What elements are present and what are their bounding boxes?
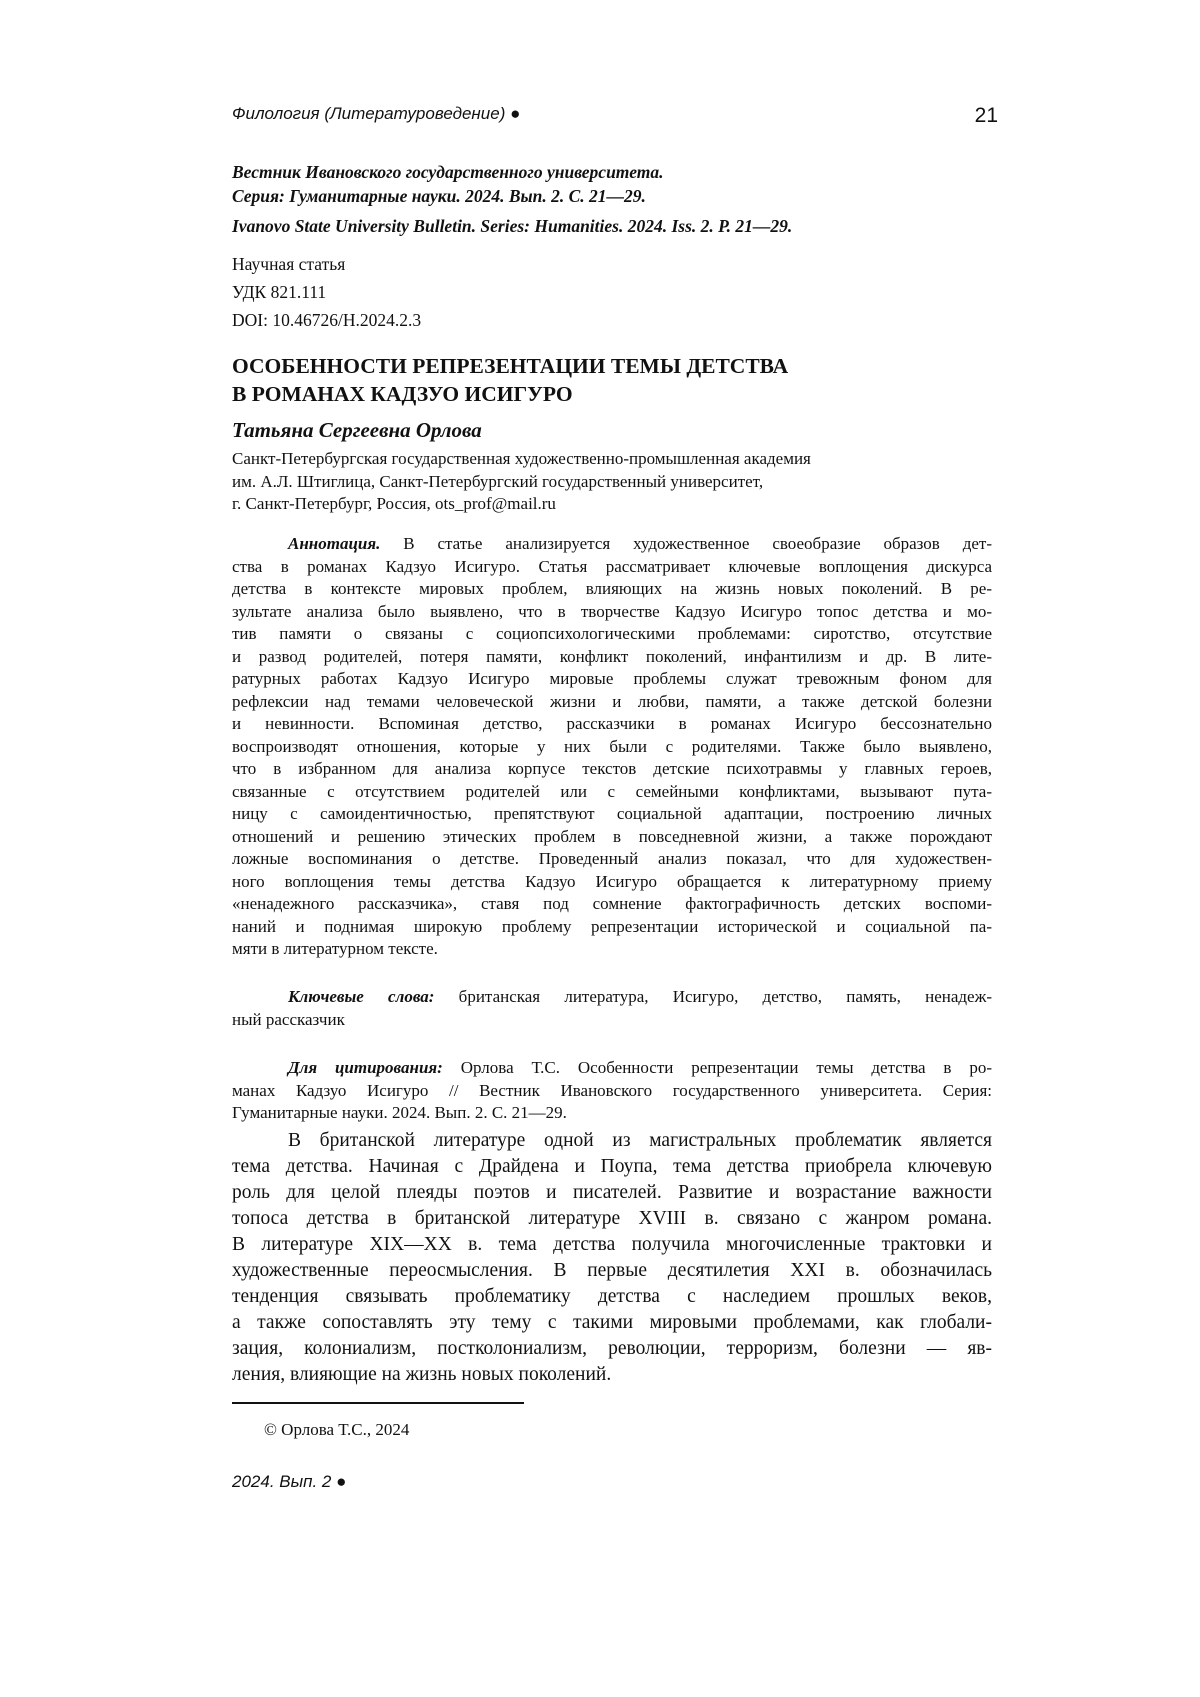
footnote-rule: [232, 1402, 524, 1404]
journal-info: [232, 160, 992, 238]
affiliation-line: г. Санкт-Петербург, Россия, ots_prof@mail.ru: [232, 493, 992, 516]
abstract-line: отношений и решению этических проблем в повседневной жизни, а также порождают: [232, 826, 992, 849]
abstract-line: детства в контексте мировых проблем, влияющих на жизнь новых поколений. В ре-: [232, 578, 992, 601]
abstract-line: ратурных работах Кадзуо Исигуро мировые проблемы служат тревожным фоном для: [232, 668, 992, 691]
udc-code: УДК 821.111: [232, 278, 421, 306]
article-type: Научная статья: [232, 250, 421, 278]
journal-en-line: Ivanovo State University Bulletin. Series: Humanities. 2024. Iss. 2. P. 21—29.: [232, 214, 992, 238]
journal-ru-line-1: Вестник Ивановского государственного университета.: [232, 160, 992, 184]
abstract-line: ложные воспоминания о детстве. Проведенный анализ показал, что для художествен-: [232, 848, 992, 871]
affiliation-line: Санкт-Петербургская государственная художественно-промышленная академия: [232, 448, 992, 471]
citation-line: Гуманитарные науки. 2024. Вып. 2. С. 21—29.: [232, 1102, 992, 1125]
body-line: тема детства. Начиная с Драйдена и Поупа, тема детства приобрела ключевую: [232, 1154, 992, 1180]
title-line-2: В РОМАНАХ КАДЗУО ИСИГУРО: [232, 380, 992, 408]
abstract-line: связанные с отсутствием родителей или с семейными конфликтами, вызывают пута-: [232, 781, 992, 804]
body-line: В британской литературе одной из магистральных проблематик является: [232, 1128, 992, 1154]
affiliation-line: им. А.Л. Штиглица, Санкт-Петербургский государственный университет,: [232, 471, 992, 494]
doi: DOI: 10.46726/H.2024.2.3: [232, 306, 421, 334]
body-line: роль для целой плеяды поэтов и писателей. Развитие и возрастание важности: [232, 1180, 992, 1206]
citation-line: Для цитирования: Орлова Т.С. Особенности репрезентации темы детства в ро-: [232, 1057, 992, 1080]
body-line: а также сопоставлять эту тему с такими мировыми проблемами, как глобали-: [232, 1310, 992, 1336]
author-name: Татьяна Сергеевна Орлова: [232, 418, 482, 443]
abstract-line: что в избранном для анализа корпусе текстов детские психотравмы у главных героев,: [232, 758, 992, 781]
article-title: [232, 352, 992, 408]
running-head: Филология (Литературоведение) ●: [232, 104, 520, 124]
abstract-line: «ненадежного рассказчика», ставя под сомнение фактографичность детских воспоми-: [232, 893, 992, 916]
body-line: В литературе XIX—XX в. тема детства получила многочисленные трактовки и: [232, 1232, 992, 1258]
body-line: топоса детства в британской литературе XVIII в. связано с жанром романа.: [232, 1206, 992, 1232]
abstract: [232, 533, 992, 961]
citation: [232, 1057, 992, 1125]
abstract-line: ства в романах Кадзуо Исигуро. Статья рассматривает ключевые воплощения дискурса: [232, 556, 992, 579]
abstract-line: воспроизводят отношения, которые у них были с родителями. Также было выявлено,: [232, 736, 992, 759]
citation-line: манах Кадзуо Исигуро // Вестник Ивановского государственного университета. Серия:: [232, 1080, 992, 1103]
keywords-label: Ключевые слова:: [288, 987, 434, 1006]
keywords: [232, 986, 992, 1031]
copyright-note: © Орлова Т.С., 2024: [264, 1420, 409, 1440]
abstract-line: и невинности. Вспоминая детство, рассказчики в романах Исигуро бессознательно: [232, 713, 992, 736]
article-meta: [232, 250, 421, 334]
body-line: тенденция связывать проблематику детства с наследием прошлых веков,: [232, 1284, 992, 1310]
keywords-line: Ключевые слова: британская литература, Исигуро, детство, память, ненадеж-: [232, 986, 992, 1009]
abstract-line: Аннотация. В статье анализируется художественное своеобразие образов дет-: [232, 533, 992, 556]
abstract-line: мяти в литературном тексте.: [232, 938, 992, 961]
title-line-1: ОСОБЕННОСТИ РЕПРЕЗЕНТАЦИИ ТЕМЫ ДЕТСТВА: [232, 352, 992, 380]
abstract-line: зультате анализа было выявлено, что в творчестве Кадзуо Исигуро топос детства и мо-: [232, 601, 992, 624]
abstract-line: рефлексии над темами человеческой жизни и любви, памяти, а также детской болезни: [232, 691, 992, 714]
body-line: ления, влияющие на жизнь новых поколений.: [232, 1362, 992, 1388]
abstract-line: тив памяти о связаны с социопсихологическими проблемами: сиротство, отсутствие: [232, 623, 992, 646]
journal-ru-line-2: Серия: Гуманитарные науки. 2024. Вып. 2. С. 21—29.: [232, 184, 992, 208]
page-number: 21: [958, 104, 998, 128]
body-line: художественные переосмысления. В первые десятилетия XXI в. обозначилась: [232, 1258, 992, 1284]
abstract-line: ного воплощения темы детства Кадзуо Исигуро обращается к литературному приему: [232, 871, 992, 894]
abstract-line: и развод родителей, потеря памяти, конфликт поколений, инфантилизм и др. В лите-: [232, 646, 992, 669]
abstract-label: Аннотация.: [288, 534, 380, 553]
citation-label: Для цитирования:: [288, 1058, 443, 1077]
body-line: зация, колониализм, постколониализм, революции, терроризм, болезни — яв-: [232, 1336, 992, 1362]
abstract-line: ницу с самоидентичностью, препятствуют социальной адаптации, построению личных: [232, 803, 992, 826]
issue-footer: 2024. Вып. 2 ●: [232, 1472, 346, 1492]
author-affiliation: [232, 448, 992, 516]
keywords-line: ный рассказчик: [232, 1009, 992, 1032]
abstract-line: наний и поднимая широкую проблему репрезентации исторической и социальной па-: [232, 916, 992, 939]
body-text: [232, 1128, 992, 1388]
